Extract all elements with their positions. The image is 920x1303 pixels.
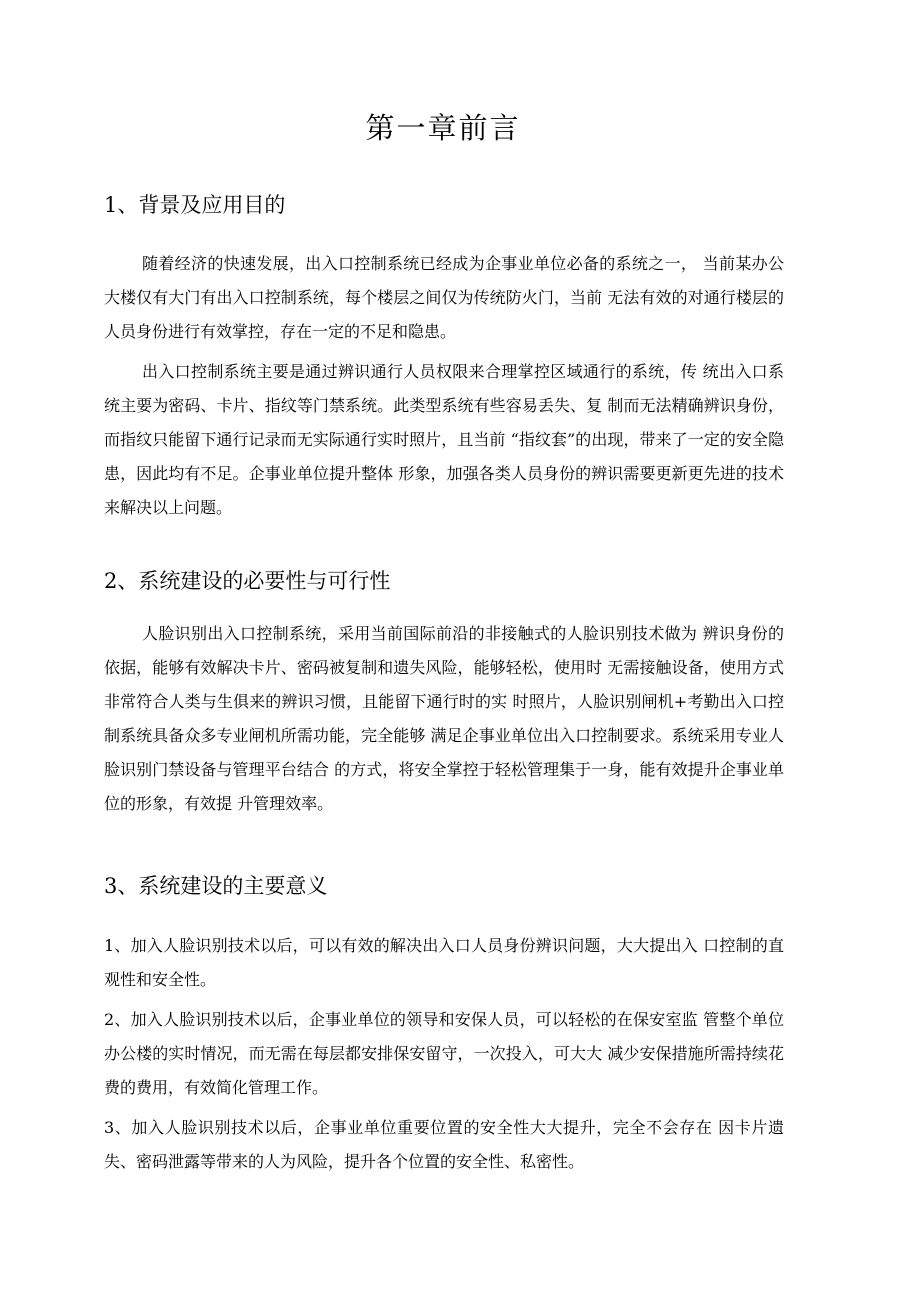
chapter-title: 第一章前言 <box>365 111 521 145</box>
section-heading-background: 1、背景及应用目的 <box>104 193 286 217</box>
list-item-significance-2: 2、加入人脸识别技术以后，企事业单位的领导和安保人员，可以轻松的在保安室监 管整个单位办公楼的实时情况，而无需在每层都安排保安留守，一次投入，可大大 减少安保措施所需持续花费的费用，有效简化管理工作。 <box>104 1010 784 1097</box>
list-item-significance-3: 3、加入人脸识别技术以后，企事业单位重要位置的安全性大大提升，完全不会存在 因卡片遗失、密码泄露等带来的人为风险，提升各个位置的安全性、私密性。 <box>104 1118 784 1171</box>
paragraph-background-2: 出入口控制系统主要是通过辨识通行人员权限来合理掌控区域通行的系统，传 统出入口系统主要为密码、卡片、指纹等门禁系统。此类型系统有些容易丢失、复 制而无法精确辨识身份，而指纹只能留下通行记录而无实际通行实时照片，且当前 “指纹套”的出现，带来了一定的安全隐患，因此均有不足。企事业单位提升整体 形象，加强各类人员身份的辨识需要更新更先进的技术来解决以上问题。 <box>104 362 784 517</box>
section-heading-necessity: 2、系统建设的必要性与可行性 <box>104 569 391 593</box>
section-heading-significance: 3、系统建设的主要意义 <box>104 874 328 898</box>
paragraph-necessity: 人脸识别出入口控制系统，采用当前国际前沿的非接触式的人脸识别技术做为 辨识身份的依据，能够有效解决卡片、密码被复制和遗失风险，能够轻松，使用时 无需接触设备，使用方式非常符合人类与生俱来的辨识习惯，且能留下通行时的实 时照片，人脸识别闸机+考勤出入口控制系统具备众多专业闸机所需功能，完全能够 满足企事业单位出入口控制要求。系统采用专业人脸识别门禁设备与管理平台结合 的方式，将安全掌控于轻松管理集于一身，能有效提升企事业单位的形象，有效提 升管理效率。 <box>104 624 784 813</box>
list-item-significance-1: 1、加入人脸识别技术以后，可以有效的解决出入口人员身份辨识问题，大大提出入 口控制的直观性和安全性。 <box>104 936 784 989</box>
paragraph-background-1: 随着经济的快速发展，出入口控制系统已经成为企事业单位必备的系统之一， 当前某办公大楼仅有大门有出入口控制系统，每个楼层之间仅为传统防火门，当前 无法有效的对通行楼层的人员身份进行有效掌控，存在一定的不足和隐患。 <box>104 254 784 341</box>
